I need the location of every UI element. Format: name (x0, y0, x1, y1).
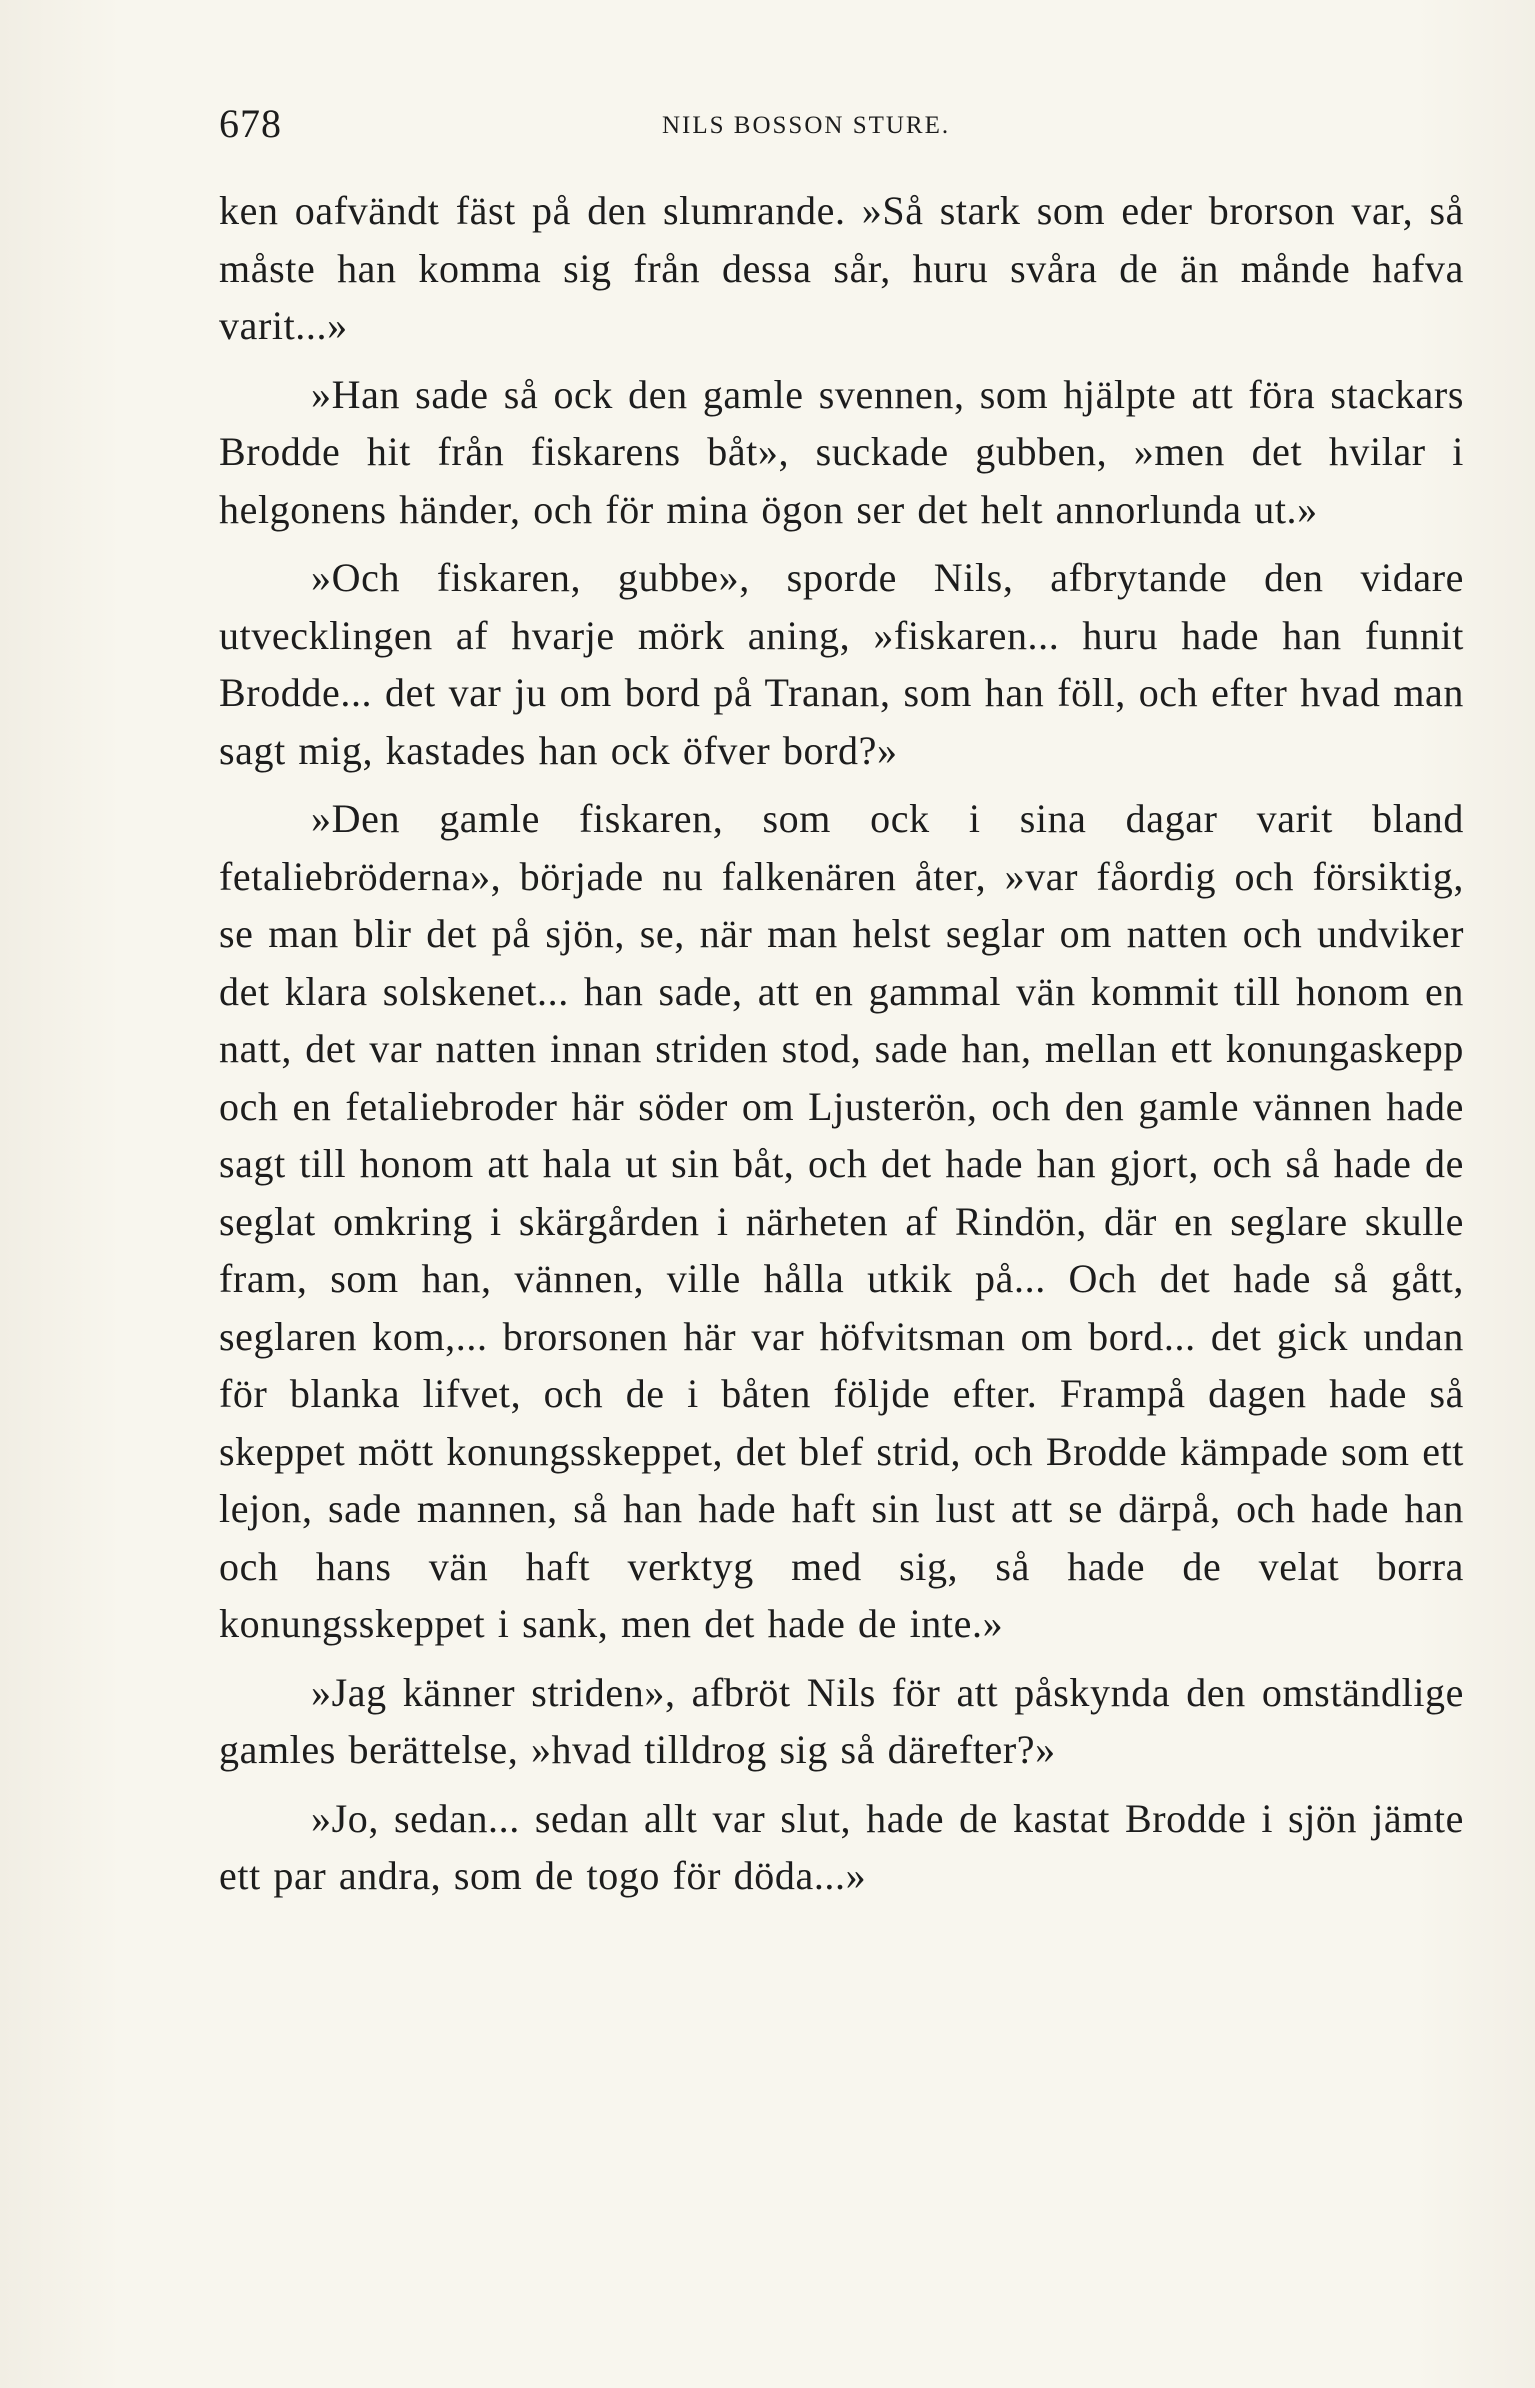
running-head (219, 100, 1464, 160)
paragraph: »Han sade så ock den gamle svennen, som hjälpte att föra stackars Brodde hit från fiskarens båt», suckade gubben, »men det hvilar i helgonens händer, och för mina ögon ser det helt annorlunda ut.» (219, 371, 1464, 532)
paragraph: ken oafvändt fäst på den slumrande. »Så stark som eder brorson var, så måste han komma sig från dessa sår, huru svåra de än månde hafva varit...» (219, 188, 1464, 348)
body-text (219, 182, 1464, 1905)
paragraph: »Och fiskaren, gubbe», sporde Nils, afbrytande den vidare utvecklingen af hvarje mörk aning, »fiskaren... huru hade han funnit Brodde... det var ju om bord på Tranan, som han föll, och efter hvad man sagt mig, kastades han ock öfver bord?» (219, 555, 1464, 773)
paragraph: »Jag känner striden», afbröt Nils för att påskynda den omständlige gamles berättelse, »hvad tilldrog sig så därefter?» (219, 1669, 1464, 1772)
running-title: NILS BOSSON STURE. (662, 112, 951, 139)
page-number: 678 (219, 101, 282, 146)
paragraph: »Den gamle fiskaren, som ock i sina dagar varit bland fetaliebröderna», började nu falkenären åter, »var fåordig och försiktig, se man blir det på sjön, se, när man helst seglar om natten och undviker det klara solskenet... han sade, att en gammal vän kommit till honom en natt, det var natten innan striden stod, sade han, mellan ett konungaskepp och en fetaliebroder här söder om Ljusterön, och den gamle vännen hade sagt till honom att hala ut sin båt, och det hade han gjort, och så hade de seglat omkring i skärgården i närheten af Rindön, där en seglare skulle fram, som han, vännen, ville hålla utkik på... Och det hade så gått, seglaren kom,... brorsonen här var höfvitsman om bord... det gick undan för blanka lifvet, och de i båten följde efter. Frampå dagen hade så skeppet mött konungsskeppet, det blef strid, och Brodde kämpade som ett lejon, sade mannen, så han hade haft sin lust att se därpå, och hade han och hans vän haft verktyg med sig, så hade de velat borra konungsskeppet i sank, men det hade de inte.» (219, 796, 1464, 1646)
paragraph: »Jo, sedan... sedan allt var slut, hade de kastat Brodde i sjön jämte ett par andra, som de togo för döda...» (219, 1795, 1464, 1898)
